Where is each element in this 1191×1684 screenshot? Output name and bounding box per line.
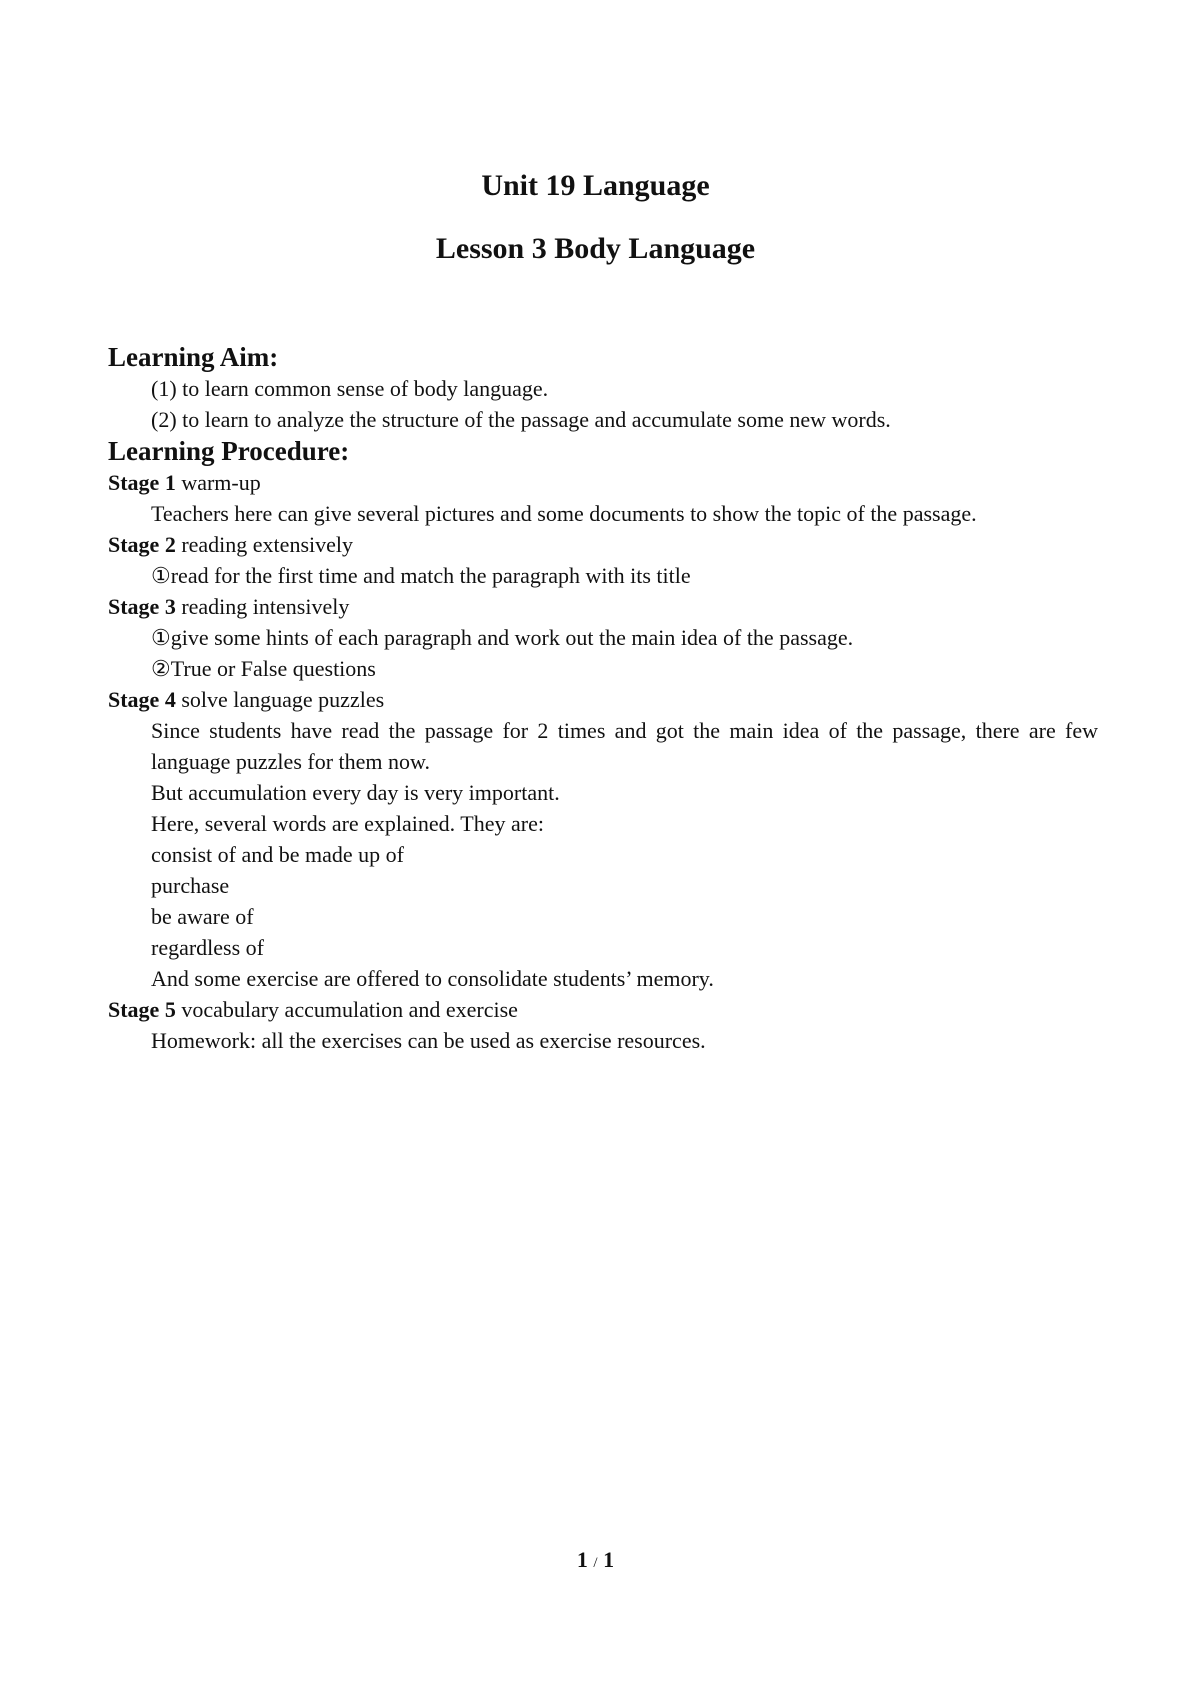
document-body <box>108 341 1098 1056</box>
vocabulary-item: regardless of <box>151 935 265 960</box>
stage-line: And some exercise are offered to consolidate students’ memory. <box>151 966 714 991</box>
stage-3-heading <box>108 591 1098 622</box>
stage-label: Stage 1 <box>108 470 176 495</box>
document-title: Unit 19 Language <box>481 169 710 202</box>
stage-line: ①give some hints of each paragraph and work out the main idea of the passage. <box>151 625 854 650</box>
stage-line: ②True or False questions <box>151 656 376 681</box>
stage-title: solve language puzzles <box>181 687 385 712</box>
aim-item: (2) to learn to analyze the structure of the passage and accumulate some new words. <box>151 407 891 432</box>
stage-title: warm-up <box>181 470 261 495</box>
stage-paragraph: Since students have read the passage for 2 times and got the main idea of the passage, there are few language puzzles for them now. <box>151 718 1098 774</box>
aim-item: (1) to learn common sense of body language. <box>151 376 549 401</box>
document-subtitle: Lesson 3 Body Language <box>435 232 756 265</box>
stage-line: ①read for the first time and match the paragraph with its title <box>151 563 691 588</box>
stage-2-heading <box>108 529 1098 560</box>
stage-label: Stage 5 <box>108 997 176 1022</box>
learning-aim-heading: Learning Aim: <box>108 342 279 372</box>
current-page: 1 <box>576 1547 588 1572</box>
stage-line: But accumulation every day is very important. <box>151 780 560 805</box>
vocabulary-item: purchase <box>151 873 230 898</box>
stage-title: reading extensively <box>181 532 353 557</box>
page-separator: / <box>593 1555 598 1571</box>
stage-line: Homework: all the exercises can be used as exercise resources. <box>151 1028 706 1053</box>
stage-4-heading <box>108 684 1098 715</box>
stage-line: Here, several words are explained. They are: <box>151 811 544 836</box>
learning-procedure-heading: Learning Procedure: <box>108 436 350 466</box>
stage-line: Teachers here can give several pictures and some documents to show the topic of the passage. <box>151 501 977 526</box>
stage-label: Stage 4 <box>108 687 176 712</box>
stage-label: Stage 2 <box>108 532 176 557</box>
page-number <box>0 1547 1191 1576</box>
stage-title: vocabulary accumulation and exercise <box>181 997 518 1022</box>
vocabulary-item: be aware of <box>151 904 254 929</box>
stage-title: reading intensively <box>181 594 350 619</box>
total-pages: 1 <box>603 1547 615 1572</box>
vocabulary-item: consist of and be made up of <box>151 842 404 867</box>
stage-label: Stage 3 <box>108 594 176 619</box>
stage-1-heading <box>108 467 1098 498</box>
stage-5-heading <box>108 994 1098 1025</box>
